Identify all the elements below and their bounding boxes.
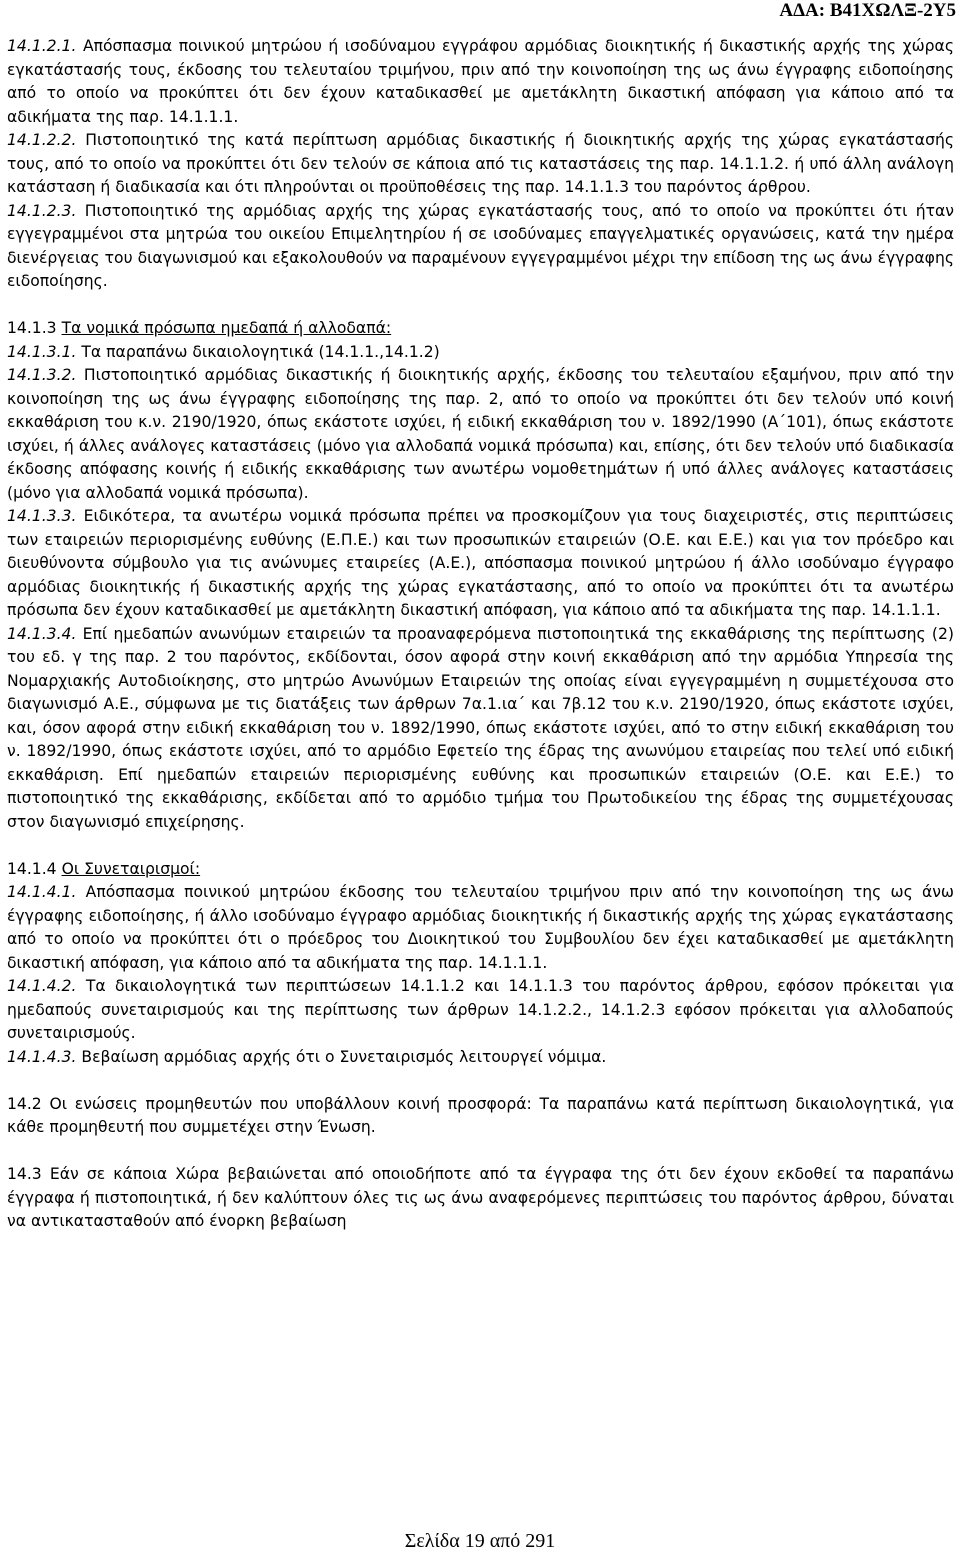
clause-number: 14.1.4.1.: [7, 883, 77, 901]
clause-number: 14.1.2.1.: [7, 37, 77, 55]
clause-text: Τα παραπάνω δικαιολογητικά (14.1.1.,14.1.2): [76, 342, 440, 361]
clause-number: 14.1.3.4.: [7, 624, 77, 643]
document-body: [7, 35, 954, 1234]
paragraph-14-1-4-2: [7, 975, 954, 1046]
paragraph-14-1-3-1: [7, 341, 954, 365]
clause-number: 14.1.3.2.: [7, 366, 77, 384]
spacer: [7, 1069, 954, 1093]
spacer: [7, 294, 954, 318]
clause-text: Απόσπασμα ποινικού μητρώου ή ισοδύναμου εγγράφου αρμόδιας διοικητικής ή δικαστικής αρχής της χώρας εγκατάστασής τους, έκδοσης του τελευταίου τριμήνου, πριν από την κοινοποίηση της ως άνω έγγραφης ειδοποίησης από το οποίο να προκύπτει ότι δεν έχουν καταδικασθεί με αμετάκλητη δικαστική απόφαση για κάποιο από τα αδικήματα της παρ. 14.1.1.1.: [7, 37, 954, 126]
clause-text: Ειδικότερα, τα ανωτέρω νομικά πρόσωπα πρέπει να προσκομίζουν για τους διαχειριστές, στις περιπτώσεις των εταιρειών περιορισμένης ευθύνης (Ε.Π.Ε.) και των προσωπικών εταιρειών (Ο.Ε. και Ε.Ε.) και για τον πρόεδρο και διευθύνοντα σύμβουλο για τις ανώνυμες εταιρείες (Α.Ε.), απόσπασμα ποινικού μητρώου ή άλλο ισοδύναμο έγγραφο αρμόδιας διοικητικής ή δικαστικής αρχής της χώρας εγκατάστασης, από το οποίο να προκύπτει ότι τα ανωτέρω πρόσωπα δεν έχουν καταδικασθεί με αμετάκλητη δικαστική απόφαση, για κάποιο από τα αδικήματα της παρ. 14.1.1.1.: [7, 507, 954, 619]
clause-text: Επί ημεδαπών ανωνύμων εταιρειών τα προαναφερόμενα πιστοποιητικά της εκκαθάρισης της περίπτωσης (2) του εδ. γ της παρ. 2 του παρόντος, εκδίδονται, όσον αφορά στην κοινή εκκαθάριση από την αρμόδια Υπηρεσία της Νομαρχιακής Αυτοδιοίκησης, στο μητρώο Ανωνύμων Εταιρειών της οποίας είναι εγγεγραμμένη η συμμετέχουσα στο διαγωνισμό Α.Ε., σύμφωνα με τις διατάξεις των άρθρων 7α.1.ια΄ και 7β.12 του κ.ν. 2190/1920, όπως εκάστοτε ισχύει, και, όσον αφορά στην ειδική εκκαθάριση του ν. 1892/1990, όπως εκάστοτε ισχύει, από το στην ειδική εκκαθάριση του ν. 1892/1990, όπως εκάστοτε ισχύει, από το αρμόδιο Εφετείο της έδρας της ανωνύμου εταιρείας που τελεί υπό ειδική εκκαθάριση. Επί ημεδαπών εταιρειών περιορισμένης ευθύνης και προσωπικών εταιρειών (Ο.Ε. και Ε.Ε.) το πιστοποιητικό της εκκαθάρισης, εκδίδεται από το αρμόδιο τμήμα του Πρωτοδικείου της έδρας της συμμετέχουσας στον διαγωνισμό επιχείρησης.: [7, 624, 954, 831]
paragraph-14-1-4-1: [7, 881, 954, 975]
clause-text: Τα δικαιολογητικά των περιπτώσεων 14.1.1.2 και 14.1.1.3 του παρόντος άρθρου, εφόσον πρόκειται για ημεδαπούς συνεταιρισμούς και της περίπτωσης των άρθρων 14.1.2.2., 14.1.2.3 εφόσον πρόκειται για αλλοδαπούς συνεταιρισμούς.: [7, 977, 954, 1042]
spacer: [7, 834, 954, 858]
clause-text: Απόσπασμα ποινικού μητρώου έκδοσης του τελευταίου τριμήνου πριν από την κοινοποίηση της ως άνω έγγραφης ειδοποίησης, ή άλλο ισοδύναμο έγγραφο αρμόδιας διοικητικής ή δικαστικής αρχής της χώρας εγκατάστασης από το οποίο να προκύπτει ότι ο πρόεδρος του Διοικητικού του Συμβουλίου δεν έχει καταδικασθεί με αμετάκλητη δικαστική απόφαση, για κάποιο από τα αδικήματα της παρ. 14.1.1.1.: [7, 883, 954, 972]
section-number: 14.1.4: [7, 859, 62, 878]
clause-number: 14.1.4.2.: [7, 977, 77, 995]
paragraph-14-1-3-2: [7, 364, 954, 505]
section-title: Τα νομικά πρόσωπα ημεδαπά ή αλλοδαπά:: [61, 319, 392, 337]
clause-text: Πιστοποιητικό της αρμόδιας αρχής της χώρας εγκατάστασής τους, από το οποίο να προκύπτει ότι ήταν εγγεγραμμένοι στα μητρώα του οικείου Επιμελητηρίου ή σε ισοδύναμες επαγγελματικές οργανώσεις, κατά την ημέρα διενέργειας του διαγωνισμού και εξακολουθούν να παραμένουν εγγεγραμμένοι μέχρι την επίδοση της ως άνω έγγραφης ειδοποίησης.: [7, 201, 954, 290]
spacer: [7, 1140, 954, 1164]
clause-number: 14.1.2.2.: [7, 131, 77, 149]
page-number-footer: Σελίδα 19 από 291: [404, 1530, 556, 1552]
paragraph-14-2: 14.2 Οι ενώσεις προμηθευτών που υποβάλλουν κοινή προσφορά: Τα παραπάνω κατά περίπτωση δικαιολογητικά, για κάθε προμηθευτή που συμμετέχει στην Ένωση.: [7, 1094, 954, 1136]
paragraph-14-1-2-2: [7, 129, 954, 200]
ada-code: ΑΔΑ: Β41ΧΩΛΞ-2Υ5: [779, 0, 956, 21]
clause-text: Πιστοποιητικό αρμόδιας δικαστικής ή διοικητικής αρχής, έκδοσης του τελευταίου εξαμήνου, πριν από την κοινοποίηση της ως άνω έγγραφης ειδοποίησης της παρ. 2, από το οποίο να προκύπτει ότι δεν τελούν υπό κοινή εκκαθάριση του κ.ν. 2190/1920, όπως εκάστοτε ισχύει, ή ειδική εκκαθάριση του ν. 1892/1990 (Α΄101), όπως εκάστοτε ισχύει, ή άλλες ανάλογες καταστάσεις (μόνο για αλλοδαπά νομικά πρόσωπα) και, επίσης, ότι δεν τελούν υπό διαδικασία έκδοσης απόφασης κοινής ή ειδικής εκκαθάρισης των ανωτέρω νομοθετημάτων ή υπό άλλες ανάλογες καταστάσεις (μόνο για αλλοδαπά νομικά πρόσωπα).: [7, 366, 954, 502]
section-heading-14-1-3: [7, 317, 954, 341]
clause-text: Βεβαίωση αρμόδιας αρχής ότι ο Συνεταιρισμός λειτουργεί νόμιμα.: [76, 1047, 607, 1066]
clause-number: 14.1.3.3.: [7, 507, 77, 525]
paragraph-14-1-2-3: [7, 200, 954, 294]
section-title: Οι Συνεταιρισμοί:: [61, 859, 201, 878]
section-number: 14.1.3: [7, 319, 62, 337]
paragraph-14-1-2-1: [7, 35, 954, 129]
clause-number: 14.1.4.3.: [7, 1047, 77, 1066]
clause-number: 14.1.2.3.: [7, 201, 77, 220]
clause-number: 14.1.3.1.: [7, 342, 77, 361]
paragraph-14-1-4-3: [7, 1046, 954, 1070]
paragraph-14-1-3-4: [7, 623, 954, 835]
paragraph-14-3: 14.3 Εάν σε κάποια Χώρα βεβαιώνεται από οποιοδήποτε από τα έγγραφα της ότι δεν έχουν εκδοθεί τα παραπάνω έγγραφα ή πιστοποιητικά, ή δεν καλύπτουν όλες τις ως άνω αναφερόμενες περιπτώσεις του παρόντος άρθρου, δύναται να αντικατασταθούν από ένορκη βεβαίωση: [7, 1165, 954, 1230]
clause-text: Πιστοποιητικό της κατά περίπτωση αρμόδιας δικαστικής ή διοικητικής αρχής της χώρας εγκατάστασής τους, από το οποίο να προκύπτει ότι δεν τελούν σε κάποια από τις καταστάσεις της παρ. 14.1.1.2. ή υπό άλλη ανάλογη κατάσταση ή διαδικασία και ότι πληρούνται οι προϋποθέσεις της παρ. 14.1.1.3 του παρόντος άρθρου.: [7, 131, 954, 196]
paragraph-14-1-3-3: [7, 505, 954, 623]
section-heading-14-1-4: [7, 858, 954, 882]
